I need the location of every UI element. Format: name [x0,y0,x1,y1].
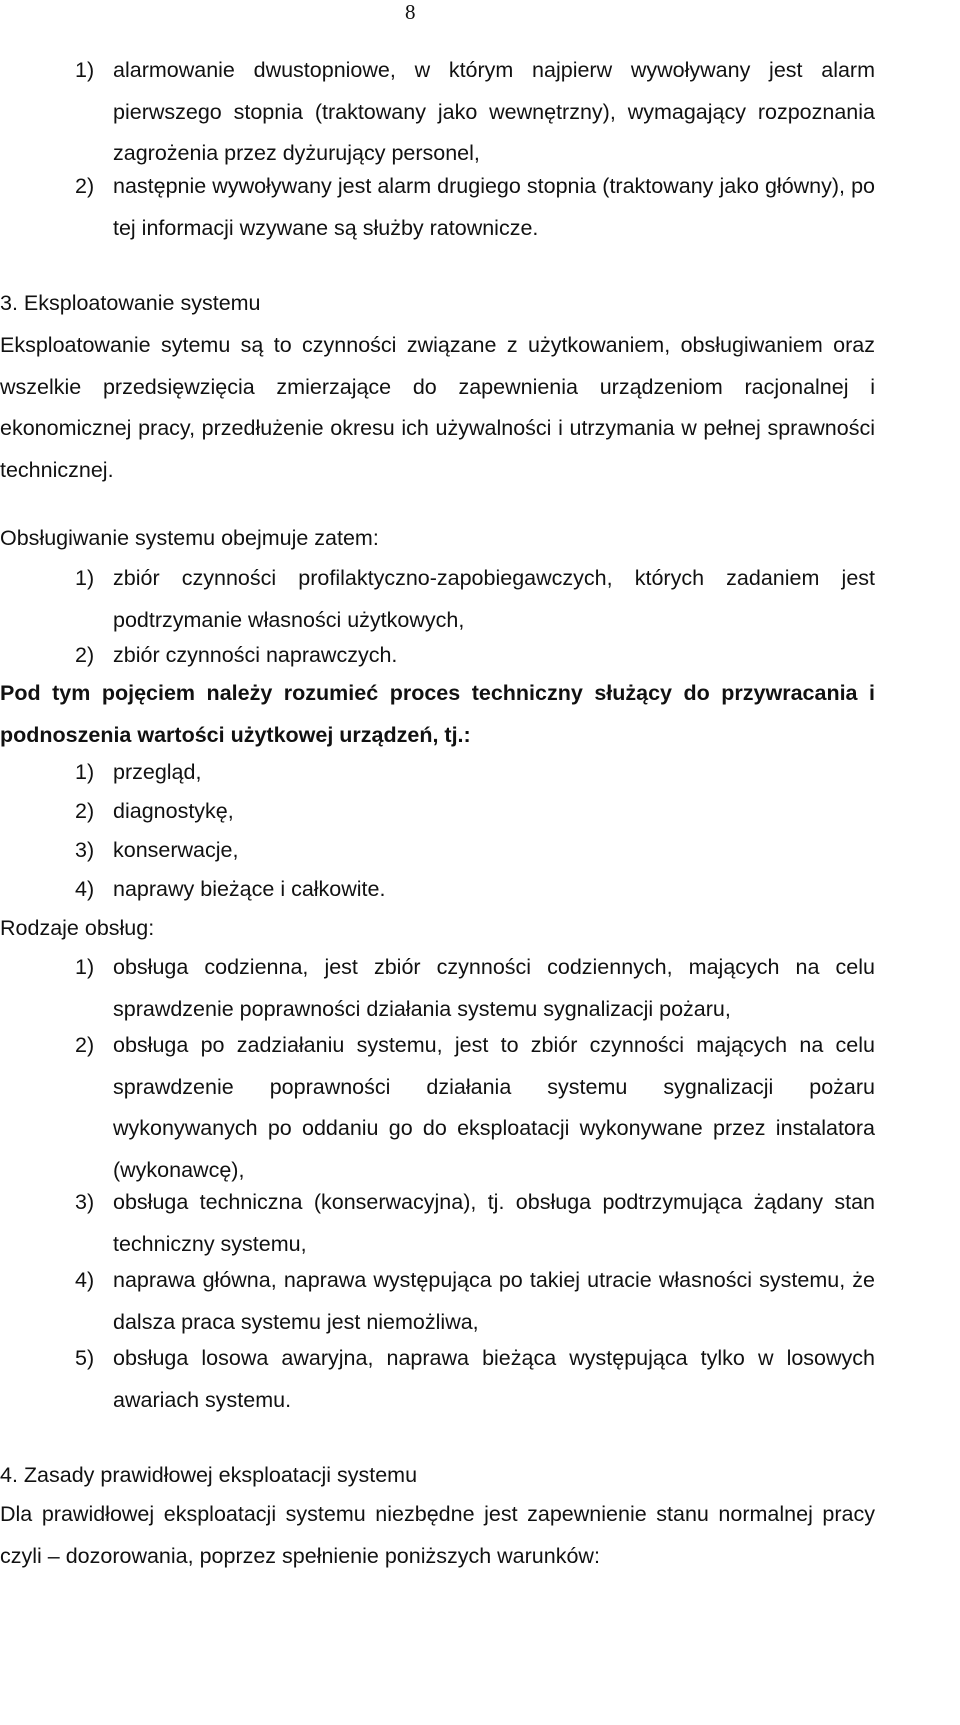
list-text: obsługa losowa awaryjna, naprawa bieżąca występująca tylko w losowych awariach systemu. [113,1346,875,1412]
list-text: przegląd, [113,760,202,784]
list-text: naprawa główna, naprawa występująca po takiej utracie własności systemu, że dalsza praca systemu jest niemożliwa, [113,1268,875,1334]
process-list-item-4 [75,869,875,911]
bold-paragraph: Pod tym pojęciem należy rozumieć proces techniczny służący do przywracania i podnoszenia wartości użytkowej urządzeń, tj.: [0,681,875,747]
list-number: 2) [75,174,95,198]
page-number: 8 [405,0,416,24]
types-list-item-5 [75,1338,875,1421]
list-number: 3) [75,838,95,862]
process-list-item-3 [75,830,875,872]
list-text: zbiór czynności profilaktyczno-zapobiegawczych, których zadaniem jest podtrzymanie własności użytkowych, [113,566,875,632]
list-number: 2) [75,643,95,667]
list-text: konserwacje, [113,838,239,862]
list-number: 1) [75,760,95,784]
section-3-heading: 3. Eksploatowanie systemu [0,291,261,315]
alarm-list-item-2 [75,166,875,249]
list-number: 4) [75,1268,95,1292]
list-text: następnie wywoływany jest alarm drugiego stopnia (traktowany jako główny), po tej informacji wzywane są służby ratownicze. [113,174,875,240]
list-number: 5) [75,1346,95,1370]
list-text: obsługa po zadziałaniu systemu, jest to zbiór czynności mających na celu sprawdzenie poprawności działania systemu sygnalizacji pożaru wykonywanych po oddaniu go do eksploatacji wykonywane przez instalatora (wykonawcę), [113,1033,875,1182]
list-number: 2) [75,799,95,823]
types-list-item-2 [75,1025,875,1191]
list-text: diagnostykę, [113,799,234,823]
list-text: obsługa techniczna (konserwacyjna), tj. obsługa podtrzymująca żądany stan techniczny systemu, [113,1190,875,1256]
section-3-paragraph: Eksploatowanie sytemu są to czynności związane z użytkowaniem, obsługiwaniem oraz wszelkie przedsięwzięcia zmierzające do zapewnienia urządzeniom racjonalnej i ekonomicznej pracy, przedłużenie okresu ich używalności i utrzymania w pełnej sprawności technicznej. [0,333,875,482]
list-text: naprawy bieżące i całkowite. [113,877,386,901]
process-list-item-2 [75,791,875,833]
list-number: 1) [75,955,95,979]
list-number: 1) [75,566,95,590]
list-number: 1) [75,58,95,82]
types-list-item-4 [75,1260,875,1343]
list-number: 4) [75,877,95,901]
section-4-heading: 4. Zasady prawidłowej eksploatacji systemu [0,1463,418,1487]
types-list-item-3 [75,1182,875,1265]
section-4-paragraph: Dla prawidłowej eksploatacji systemu niezbędne jest zapewnienie stanu normalnej pracy czyli – dozorowania, poprzez spełnienie poniższych warunków: [0,1502,875,1568]
list-number: 3) [75,1190,95,1214]
types-list-item-1 [75,947,875,1030]
obsluga-intro: Obsługiwanie systemu obejmuje zatem: [0,526,379,550]
list-text: obsługa codzienna, jest zbiór czynności codziennych, mających na celu sprawdzenie poprawności działania systemu sygnalizacji pożaru, [113,955,875,1021]
types-intro: Rodzaje obsług: [0,916,155,940]
obsluga-list-item-1 [75,558,875,641]
process-list-item-1 [75,752,875,794]
list-text: zbiór czynności naprawczych. [113,643,398,667]
obsluga-list-item-2 [75,635,875,677]
list-number: 2) [75,1033,95,1057]
alarm-list-item-1 [75,50,875,175]
list-text: alarmowanie dwustopniowe, w którym najpierw wywoływany jest alarm pierwszego stopnia (traktowany jako wewnętrzny), wymagający rozpoznania zagrożenia przez dyżurujący personel, [113,58,875,165]
